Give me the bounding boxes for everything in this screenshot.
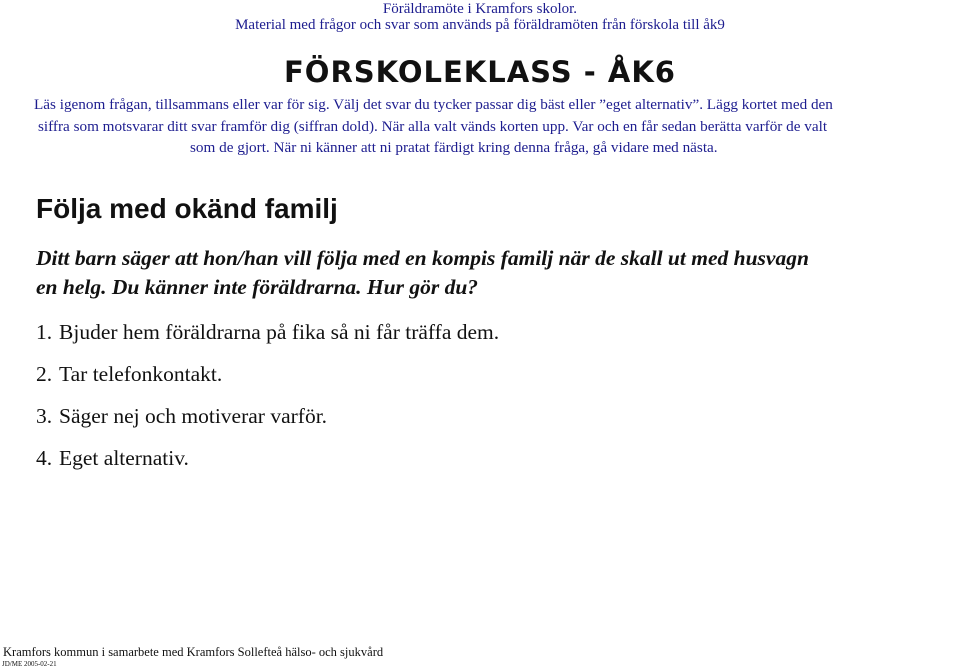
option-number: 1. [36,320,53,344]
option-number: 4. [36,446,53,470]
question-line: en helg. Du känner inte föräldrarna. Hur gör du? [36,275,479,299]
answer-option-1 [36,317,499,359]
answer-options [36,317,499,485]
answer-option-2 [36,359,499,401]
option-number: 3. [36,404,53,428]
instruction-line: siffra som motsvarar ditt svar framför dig (siffran dold). När alla valt vänds korten upp. Var och en får sedan berätta varför de valt [38,117,828,135]
option-text: Säger nej och motiverar varför. [59,404,328,428]
instructions [34,94,960,159]
option-text: Bjuder hem föräldrarna på fika så ni får träffa dem. [59,320,500,344]
header-line-2: Material med frågor och svar som används på föräldramöten från förskola till åk9 [235,17,725,33]
header-line-1: Föräldramöte i Kramfors skolor. [382,1,578,17]
option-number: 2. [36,362,53,386]
page-title: FÖRSKOLEKLASS - ÅK6 [284,55,676,89]
instruction-line: Läs igenom frågan, tillsammans eller var för sig. Välj det svar du tycker passar dig bäst eller ”eget alternativ”. Lägg kortet med den [34,96,833,113]
footer-text: Kramfors kommun i samarbete med Kramfors Sollefteå hälso- och sjukvård [3,645,384,659]
answer-option-3 [36,401,499,443]
option-text: Eget alternativ. [59,446,189,470]
answer-option-4 [36,443,499,485]
instruction-line: som de gjort. När ni känner att ni pratat färdigt kring denna fråga, gå vidare med nästa. [190,139,718,156]
question-line: Ditt barn säger att hon/han vill följa med en kompis familj när de skall ut med husvagn [36,246,809,270]
footer-code: JD/ME 2005-02-21 [2,660,57,668]
topic-heading: Följa med okänd familj [36,193,338,224]
question-text [36,244,956,302]
option-text: Tar telefonkontakt. [59,362,223,386]
